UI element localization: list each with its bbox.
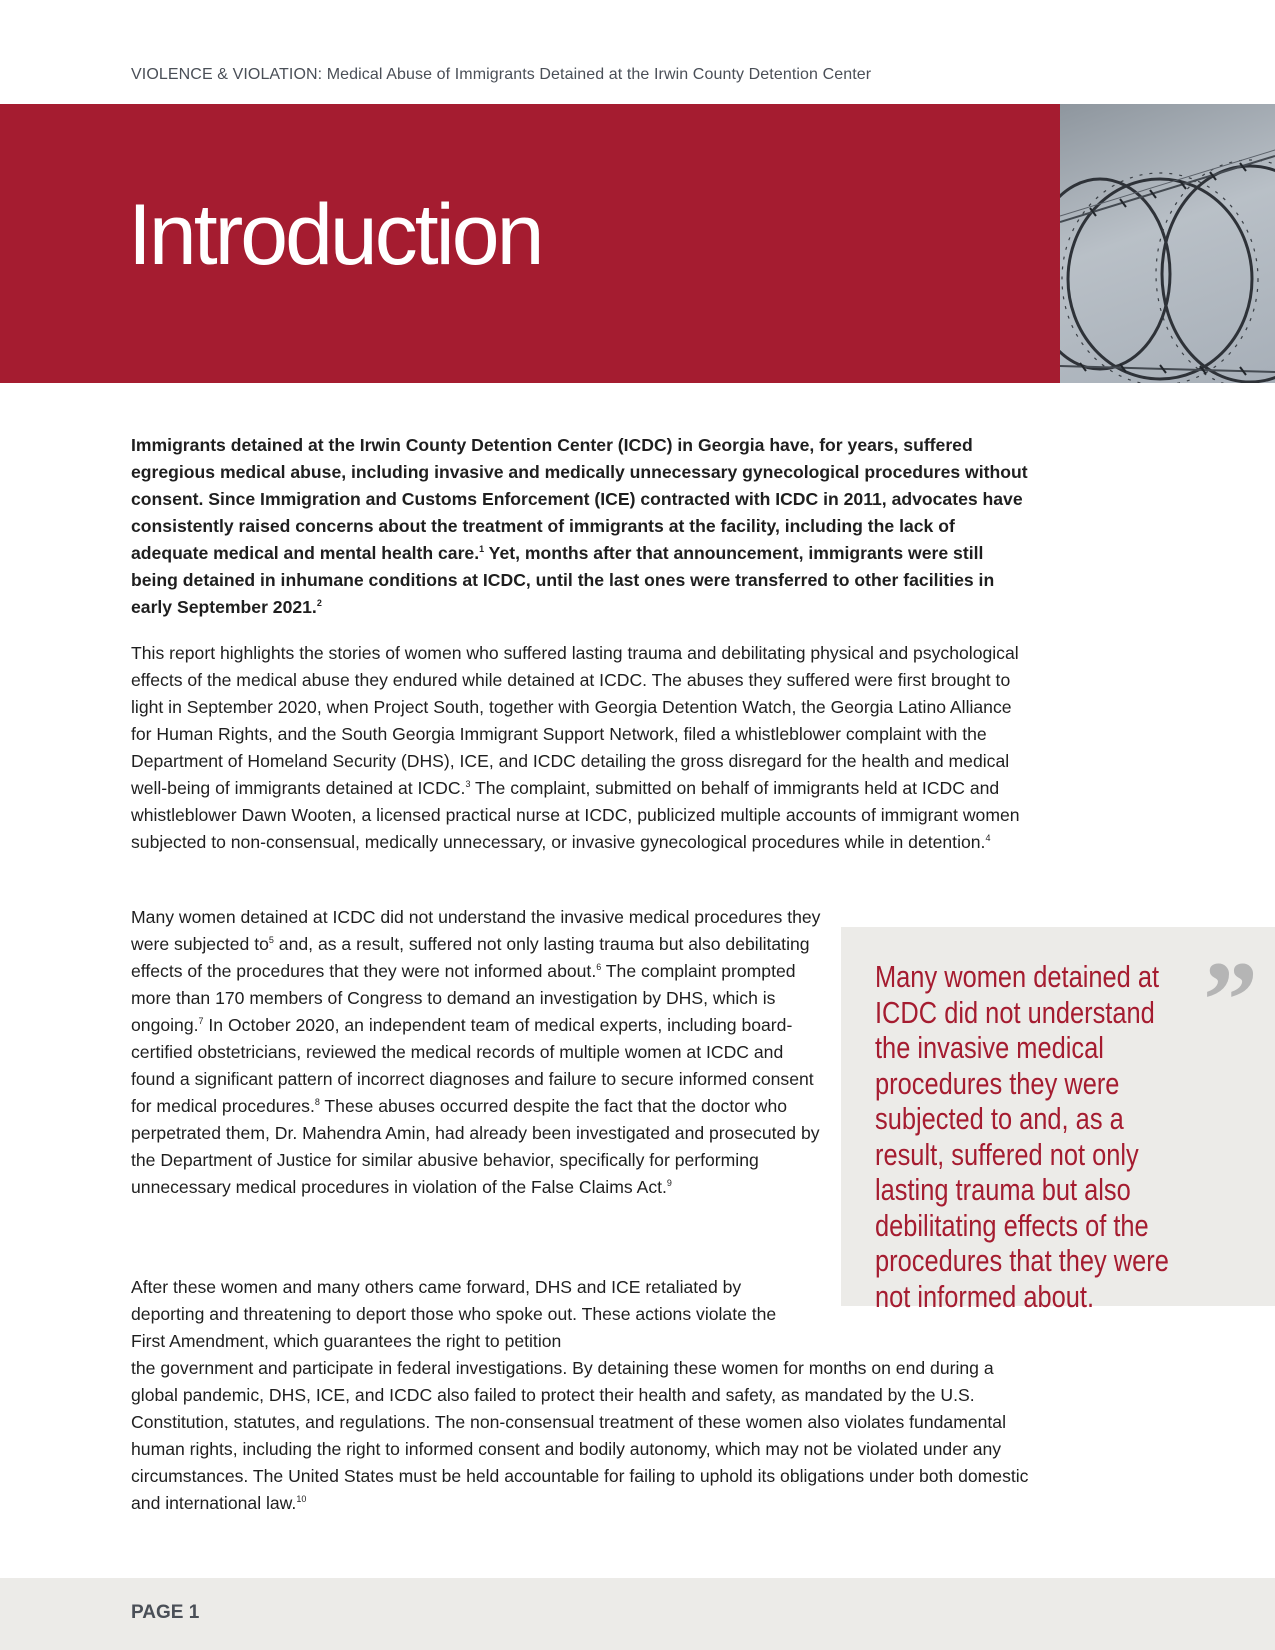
footnote-9[interactable]: 9 <box>666 1178 672 1188</box>
quote-mark-icon: ” <box>1203 939 1258 1061</box>
page-title: Introduction <box>128 187 542 283</box>
running-header <box>131 66 871 84</box>
p2-text-b: The complaint, submitted on behalf of immigrants held at ICDC and whistleblower Dawn Wooten, a licensed practical nurse at ICDC, publicized multiple accounts of immigrant women subjected to non-consensual, medically unnecessary, or invasive gynecological procedures while in detention. <box>131 778 1020 852</box>
p3-text-4: In October 2020, an independent team of medical experts, including board-certified obstetricians, reviewed the medical records of multiple women at ICDC and found a significant pattern of incorrect diagnoses and failure to secure informed consent for medical procedures. <box>131 1015 814 1116</box>
p4-text-rest: the government and participate in federal investigations. By detaining these women for months on end during a global pandemic, DHS, ICE, and ICDC also failed to protect their health and safety, as mandated by the U.S. Constitution, statutes, and regulations. The non-consensual treatment of these women also violates fundamental human rights, including the right to informed consent and bodily autonomy, which may not be violated under any circumstances. The United States must be held accountable for failing to uphold its obligations under both domestic and international law. <box>131 1358 1029 1513</box>
page-footer <box>0 1578 1275 1650</box>
running-header-bold: VIOLENCE & VIOLATION: <box>131 66 323 83</box>
lead-paragraph <box>131 432 1031 621</box>
p3-text-5: These abuses occurred despite the fact that the doctor who perpetrated them, Dr. Mahendra Amin, had already been investigated and prosecuted by the Department of Justice for similar abusive behavior, specifically for performing unnecessary medical procedures in violation of the False Claims Act. <box>131 1096 820 1197</box>
pull-quote-text: Many women detained at ICDC did not understand the invasive medical procedures they were subjected to and, as a result, suffered not only lasting trauma but also debilitating effects of the procedures that they were not informed about. <box>875 959 1169 1314</box>
pull-quote <box>841 927 1275 1314</box>
p3-text-3: The complaint prompted more than 170 members of Congress to demand an investigation by DHS, which is ongoing. <box>131 961 796 1035</box>
footnote-8[interactable]: 8 <box>314 1097 320 1107</box>
p2-text-a: This report highlights the stories of women who suffered lasting trauma and debilitating physical and psychological effects of the medical abuse they endured while detained at ICDC. The abuses they suffered were first brought to light in September 2020, when Project South, together with Georgia Detention Watch, the Georgia Latino Alliance for Human Rights, and the South Georgia Immigrant Support Network, filed a whistleblower complaint with the Department of Homeland Security (DHS), ICE, and ICDC detailing the gross disregard for the health and medical well-being of immigrants detained at ICDC. <box>131 643 1019 798</box>
footnote-2[interactable]: 2 <box>316 598 322 608</box>
footnote-7[interactable]: 7 <box>198 1016 204 1026</box>
lead-text-a: Immigrants detained at the Irwin County Detention Center (ICDC) in Georgia have, for years, suffered egregious medical abuse, including invasive and medically unnecessary gynecological procedures without consent. Since Immigration and Customs Enforcement (ICE) contracted with ICDC in 2011, advocates have consistently raised concerns about the treatment of immigrants at the facility, including the lack of adequate medical and mental health care. <box>131 435 1028 563</box>
footnote-1[interactable]: 1 <box>479 544 485 554</box>
p3-text-2: and, as a result, suffered not only lasting trauma but also debilitating effects of the procedures that they were not informed about. <box>131 934 810 981</box>
barbed-wire-icon <box>1060 104 1275 383</box>
p3-text-1: Many women detained at ICDC did not understand the invasive medical procedures they were subjected to <box>131 907 821 954</box>
body-paragraph-3 <box>131 904 821 1201</box>
running-header-rest: Medical Abuse of Immigrants Detained at the Irwin County Detention Center <box>322 66 872 83</box>
barbed-wire-photo <box>1060 104 1275 383</box>
page-number: PAGE 1 <box>131 1602 200 1623</box>
footnote-5[interactable]: 5 <box>268 935 274 945</box>
footnote-10[interactable]: 10 <box>296 1494 307 1504</box>
p4-text-narrow: After these women and many others came forward, DHS and ICE retaliated by deporting and threatening to deport those who spoke out. These actions violate the First Amendment, which guarantees the right to petition <box>131 1277 777 1351</box>
footnote-6[interactable]: 6 <box>596 962 602 972</box>
footnote-4[interactable]: 4 <box>985 833 991 843</box>
footnote-3[interactable]: 3 <box>465 779 471 789</box>
lead-text-b: Yet, months after that announcement, immigrants were still being detained in inhumane conditions at ICDC, until the last ones were transferred to other facilities in early September 2021. <box>131 543 995 617</box>
body-paragraph-2 <box>131 640 1031 856</box>
title-banner <box>0 104 1060 383</box>
